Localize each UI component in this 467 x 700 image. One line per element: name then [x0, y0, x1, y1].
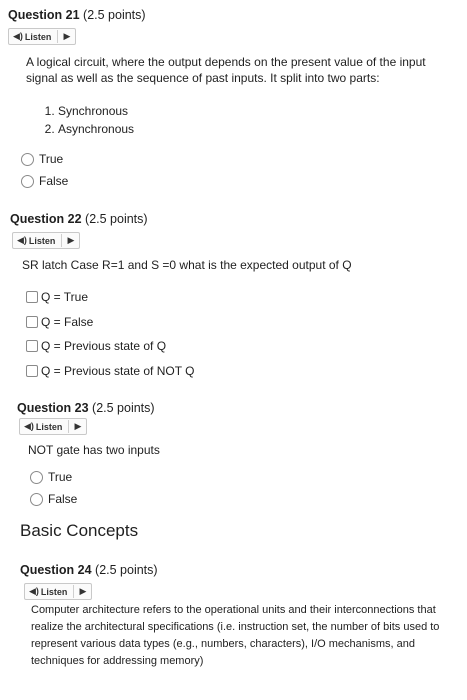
question-title: Question 22 (2.5 points)	[10, 212, 148, 226]
section-title: Basic Concepts	[20, 521, 139, 540]
question-text: NOT gate has two inputs	[28, 443, 160, 457]
option-q-true[interactable]: Q = True	[26, 285, 195, 310]
speaker-icon: ◀)	[29, 586, 39, 596]
question-title: Question 23 (2.5 points)	[17, 401, 155, 415]
speaker-icon: ◀)	[17, 235, 27, 245]
question-text: Computer architecture refers to the operational units and their interconnections that realize the architectural specifications (i.e. instruction set, the number of bits used to represent various data types (e.g., numbers, characters), I/O mechanisms, and techniques for addressing memory)	[31, 604, 440, 667]
question-21	[8, 8, 448, 188]
option-false[interactable]: False	[21, 170, 68, 192]
question-title: Question 21 (2.5 points)	[8, 8, 146, 22]
play-icon: ▶	[79, 586, 87, 596]
listen-button[interactable]: ◀) Listen ▶	[12, 232, 80, 249]
radio-button[interactable]	[21, 175, 34, 188]
option-q-previous[interactable]: Q = Previous state of Q	[26, 334, 195, 359]
listen-button[interactable]: ◀) Listen ▶	[24, 583, 92, 600]
question-23	[17, 401, 447, 506]
question-text: A logical circuit, where the output depends on the present value of the input signal as well as the sequence of past inputs. It split into two parts:	[26, 55, 426, 85]
radio-button[interactable]	[30, 471, 43, 484]
answer-list	[40, 102, 134, 138]
list-item: 2. Asynchronous	[58, 120, 134, 138]
option-true[interactable]: True	[21, 148, 68, 170]
speaker-icon: ◀)	[13, 31, 23, 41]
listen-button[interactable]: ◀) Listen ▶	[8, 28, 76, 45]
question-text: SR latch Case R=1 and S =0 what is the expected output of Q	[22, 258, 352, 272]
play-icon: ▶	[67, 235, 75, 245]
question-title: Question 24 (2.5 points)	[20, 563, 158, 577]
question-22	[10, 212, 450, 378]
option-q-false[interactable]: Q = False	[26, 310, 195, 335]
list-item: 1. Synchronous	[58, 102, 134, 120]
radio-button[interactable]	[30, 493, 43, 506]
checkbox[interactable]	[26, 365, 38, 377]
radio-button[interactable]	[21, 153, 34, 166]
listen-button[interactable]: ◀) Listen ▶	[19, 418, 87, 435]
speaker-icon: ◀)	[24, 421, 34, 431]
play-icon: ▶	[63, 31, 71, 41]
play-icon: ▶	[74, 421, 82, 431]
option-true[interactable]: True	[30, 466, 77, 488]
checkbox[interactable]	[26, 291, 38, 303]
option-false[interactable]: False	[30, 488, 77, 510]
checkbox[interactable]	[26, 316, 38, 328]
option-q-previous-not[interactable]: Q = Previous state of NOT Q	[26, 359, 195, 384]
checkbox[interactable]	[26, 340, 38, 352]
question-24	[20, 563, 450, 667]
